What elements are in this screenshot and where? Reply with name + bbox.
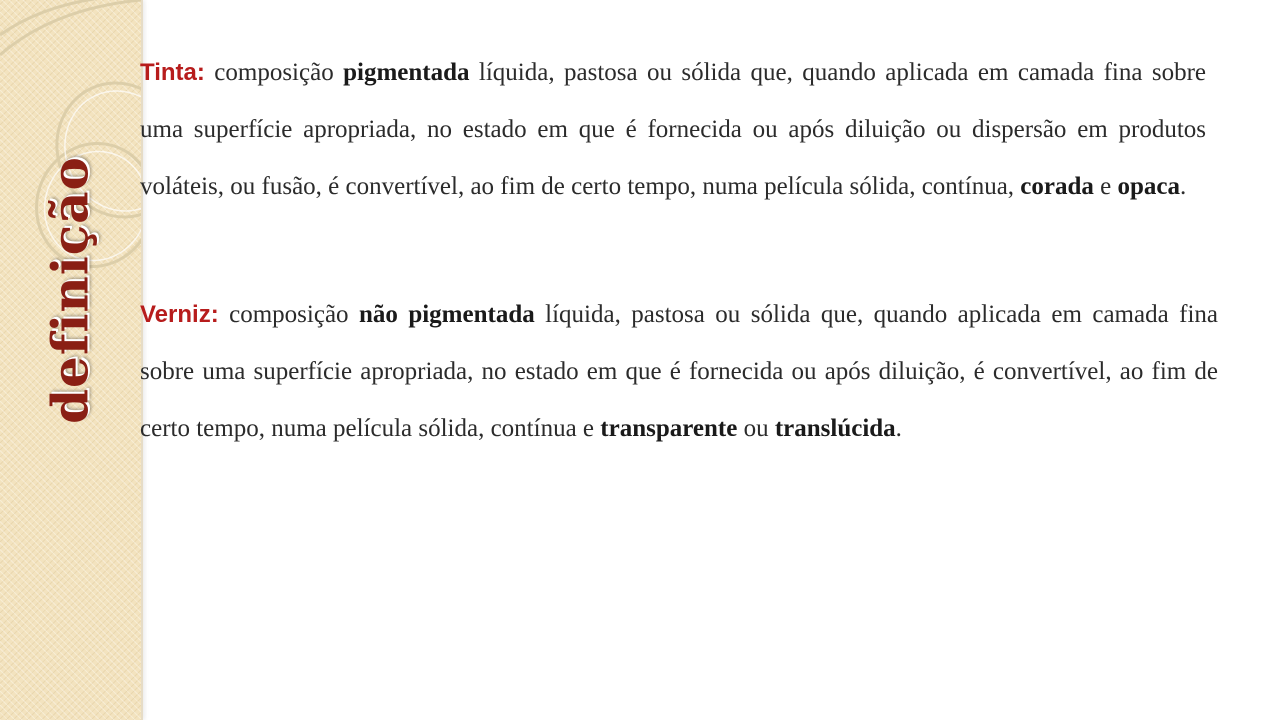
- definition-keyword: corada: [1020, 173, 1094, 200]
- definition-term: Tinta:: [140, 59, 205, 86]
- definition-text: composição: [204, 59, 344, 86]
- definition-body: [140, 301, 1218, 442]
- definition-keyword: não pigmentada: [358, 301, 535, 328]
- definition-text: líquida, pastosa ou sólida que, quando aplicada em camada fina sobre uma superfície apropriada, no estado em que é fornecida ou após diluição ou dispersão em produtos voláteis, ou fusão, é convertível, ao fim de certo tempo, numa película sólida, contínua,: [140, 59, 1206, 200]
- definitions-content: [140, 44, 1218, 457]
- definition-keyword: transparente: [600, 415, 738, 442]
- section-title: definição: [40, 156, 100, 424]
- definition-paragraph-tinta: [140, 44, 1206, 215]
- definition-keyword: pigmentada: [343, 59, 470, 86]
- definition-text: e: [1093, 173, 1118, 200]
- definition-text: ou: [737, 415, 775, 442]
- definition-text: composição: [218, 301, 359, 328]
- definition-text: .: [1180, 173, 1187, 200]
- definition-term: Verniz:: [140, 301, 219, 328]
- definition-text: líquida, pastosa ou sólida que, quando aplicada em camada fina sobre uma superfície apropriada, no estado em que é fornecida ou após diluição, é convertível, ao fim de certo tempo, numa película sólida, contínua e: [140, 301, 1218, 442]
- definition-paragraph-verniz: [140, 286, 1218, 457]
- definition-body: [140, 59, 1206, 200]
- definition-text: .: [895, 415, 902, 442]
- definition-keyword: opaca: [1117, 173, 1181, 200]
- sidebar-panel: [0, 0, 143, 720]
- definition-keyword: translúcida: [774, 415, 896, 442]
